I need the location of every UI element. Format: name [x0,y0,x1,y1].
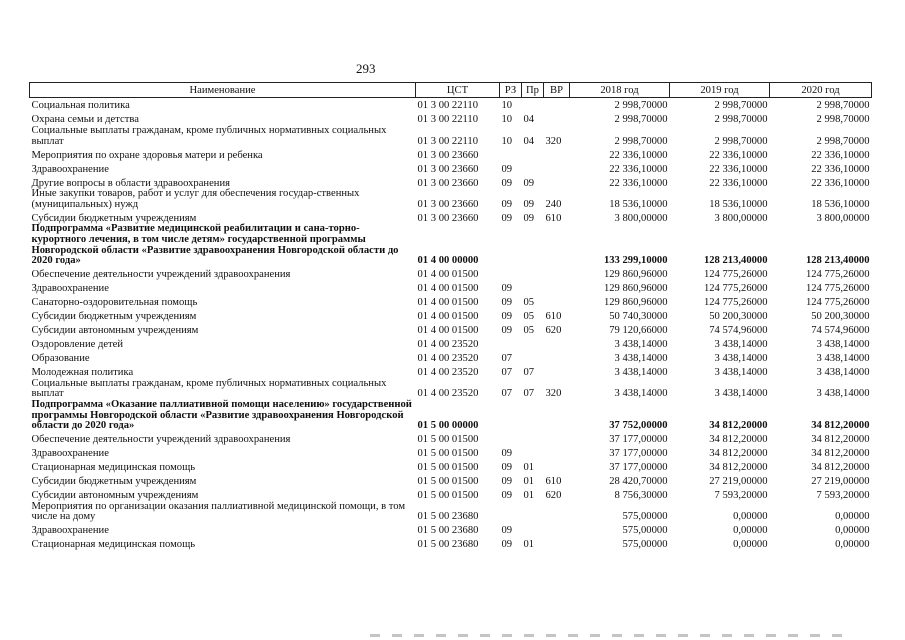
cell-2019: 34 812,20000 [709,434,768,446]
table-row [30,147,872,161]
cell-2019: 128 213,40000 [703,255,768,267]
cell-pr [522,281,544,295]
cell-2018: 50 740,30000 [609,311,668,323]
cell-2020: 22 336,10000 [811,149,870,161]
cell-cst: 01 5 00 01500 [417,476,479,488]
cell-2018: 3 438,14000 [614,388,668,400]
table-row [30,309,872,323]
cell-2019: 3 438,14000 [714,388,768,400]
cell-rz [500,432,522,446]
cell-name: Социальная политика [31,100,130,112]
cell-2018: 37 177,00000 [609,434,668,446]
cell-pr [522,161,544,175]
table-row [30,460,872,474]
cell-vr: 320 [545,135,562,147]
cell-name: Санаторно-оздоровительная помощь [31,297,198,309]
cell-pr [522,147,544,161]
cell-2018: 575,00000 [622,511,668,523]
cell-2020: 2 998,70000 [816,100,870,112]
cell-2018: 2 998,70000 [614,114,668,126]
cell-rz: 09 [501,476,513,488]
cell-rz: 09 [501,198,513,210]
cell-2018: 575,00000 [622,539,668,551]
table-row [30,224,872,266]
cell-2018: 22 336,10000 [609,177,668,189]
cell-pr: 05 [523,297,535,309]
table-row [30,523,872,537]
cell-2019: 124 775,26000 [703,297,768,309]
cell-name: Субсидии автономным учреждениям [31,325,199,337]
cell-cst: 01 3 00 22110 [417,100,479,112]
cell-name: Субсидии бюджетным учреждениям [31,311,197,323]
cell-rz: 07 [501,367,513,379]
table-row [30,537,872,551]
cell-rz: 07 [501,353,513,365]
cell-rz: 10 [501,100,513,112]
cell-2018: 575,00000 [622,525,668,537]
cell-2020: 34 812,20000 [811,434,870,446]
cell-2020: 3 438,14000 [816,367,870,379]
cell-2018: 3 438,14000 [614,367,668,379]
cell-rz: 09 [501,297,513,309]
cell-2019: 3 438,14000 [714,353,768,365]
cell-cst: 01 5 00 23680 [417,539,479,551]
cell-2020: 124 775,26000 [805,297,870,309]
cell-vr [544,161,570,175]
cell-pr: 05 [523,311,535,323]
cell-rz: 09 [501,163,513,175]
header-vr: ВР [544,83,570,98]
cell-2019: 27 219,00000 [709,476,768,488]
cell-cst: 01 4 00 23520 [417,388,479,400]
cell-name: Обеспечение деятельности учреждений здравоохранения [31,269,291,281]
table-row [30,337,872,351]
cell-pr [522,267,544,281]
cell-pr: 09 [523,198,535,210]
cell-cst: 01 3 00 23660 [417,163,479,175]
table-body [30,98,872,551]
cell-cst: 01 4 00 01500 [417,283,479,295]
cell-2020: 34 812,20000 [811,462,870,474]
cell-cst: 01 5 00 01500 [417,490,479,502]
cell-pr [522,400,544,432]
cell-2018: 22 336,10000 [609,163,668,175]
cell-2018: 18 536,10000 [609,198,668,210]
cell-vr [544,400,570,432]
cell-rz [500,502,522,523]
cell-name: Охрана семьи и детства [31,114,139,126]
cell-cst: 01 5 00 01500 [417,462,479,474]
cell-vr: 610 [545,476,562,488]
cell-name: Социальные выплаты гражданам, кроме публичных нормативных социальных выплат [31,125,387,147]
cell-2019: 124 775,26000 [703,283,768,295]
cell-rz: 09 [501,212,513,224]
cell-vr: 620 [545,325,562,337]
cell-rz [500,224,522,266]
cell-vr: 620 [545,490,562,502]
cell-cst: 01 5 00 01500 [417,448,479,460]
cell-pr [522,224,544,266]
table-row [30,400,872,432]
cell-pr: 09 [523,177,535,189]
cell-rz [500,400,522,432]
cell-rz: 09 [501,539,513,551]
cell-vr [544,267,570,281]
cell-pr: 01 [523,539,535,551]
cell-2020: 34 812,20000 [811,448,870,460]
cell-2019: 2 998,70000 [714,114,768,126]
cell-2018: 129 860,96000 [603,269,668,281]
cell-2020: 124 775,26000 [805,283,870,295]
cell-pr [522,351,544,365]
cell-cst: 01 3 00 22110 [417,135,479,147]
cell-2019: 7 593,20000 [714,490,768,502]
table-row [30,432,872,446]
cell-rz: 09 [501,462,513,474]
table-row [30,502,872,523]
cell-name: Мероприятия по охране здоровья матери и ребенка [31,149,263,161]
table-row [30,210,872,224]
cell-pr: 04 [523,135,535,147]
cell-2018: 129 860,96000 [603,283,668,295]
cell-rz: 09 [501,490,513,502]
cell-vr [544,295,570,309]
cell-2020: 3 438,14000 [816,339,870,351]
budget-table [29,82,872,551]
cell-2019: 3 438,14000 [714,367,768,379]
cell-2019: 0,00000 [733,525,768,537]
cell-vr [544,175,570,189]
cell-name: Здравоохранение [31,163,109,175]
cell-2019: 0,00000 [733,539,768,551]
cell-name: Подпрограмма «Развитие медицинской реабилитации и сана-торно-курортного лечения, в том числе детям» государственной программы Новгородской области «Развитие здравоохранения Новгородской области до 2020 года» [31,223,399,267]
cell-name: Молодежная политика [31,367,134,379]
table-row [30,379,872,400]
header-2018: 2018 год [570,83,670,98]
cell-2020: 18 536,10000 [811,198,870,210]
cell-cst: 01 3 00 23660 [417,198,479,210]
cell-2018: 28 420,70000 [609,476,668,488]
cell-cst: 01 4 00 23520 [417,353,479,365]
cell-rz: 09 [501,177,513,189]
cell-name: Здравоохранение [31,525,109,537]
cell-pr: 07 [523,367,535,379]
cell-vr [544,351,570,365]
cell-rz: 09 [501,448,513,460]
cell-pr: 04 [523,114,535,126]
table-row [30,112,872,126]
cell-2020: 3 800,00000 [816,212,870,224]
cell-2019: 124 775,26000 [703,269,768,281]
table-row [30,351,872,365]
cell-vr [544,537,570,551]
table-row [30,98,872,113]
cell-pr [522,502,544,523]
cell-vr [544,98,570,113]
cell-cst: 01 5 00 23680 [417,525,479,537]
cell-2019: 3 438,14000 [714,339,768,351]
cell-pr: 01 [523,462,535,474]
cell-pr: 07 [523,388,535,400]
cell-vr [544,224,570,266]
cell-rz: 10 [501,135,513,147]
cell-name: Стационарная медицинская помощь [31,462,196,474]
cell-name: Оздоровление детей [31,339,124,351]
cell-cst: 01 4 00 23520 [417,367,479,379]
cell-rz: 07 [501,388,513,400]
table-row [30,189,872,210]
cell-2018: 37 177,00000 [609,462,668,474]
header-cst: ЦСТ [416,83,500,98]
cell-vr [544,432,570,446]
cell-2019: 34 812,20000 [709,420,768,432]
cell-2020: 0,00000 [835,539,870,551]
cell-vr [544,365,570,379]
cell-pr: 05 [523,325,535,337]
cell-2020: 0,00000 [835,511,870,523]
cell-2019: 18 536,10000 [709,198,768,210]
cell-2020: 74 574,96000 [811,325,870,337]
cell-2018: 3 438,14000 [614,353,668,365]
table-row [30,446,872,460]
cell-2018: 3 800,00000 [614,212,668,224]
cell-vr [544,523,570,537]
cell-pr [522,432,544,446]
table-row [30,365,872,379]
cell-2020: 128 213,40000 [805,255,870,267]
cell-2019: 34 812,20000 [709,448,768,460]
cell-2018: 3 438,14000 [614,339,668,351]
cell-2018: 37 752,00000 [609,420,668,432]
cell-name: Стационарная медицинская помощь [31,539,196,551]
scan-artifact [370,634,850,637]
header-2019: 2019 год [670,83,770,98]
cell-rz: 09 [501,311,513,323]
cell-vr [544,460,570,474]
cell-name: Образование [31,353,90,365]
cell-2018: 37 177,00000 [609,448,668,460]
cell-2020: 124 775,26000 [805,269,870,281]
cell-2019: 34 812,20000 [709,462,768,474]
cell-2020: 7 593,20000 [816,490,870,502]
header-rz: РЗ [500,83,522,98]
header-2020: 2020 год [770,83,872,98]
cell-2019: 22 336,10000 [709,177,768,189]
cell-vr: 610 [545,311,562,323]
cell-vr [544,281,570,295]
cell-2018: 133 299,10000 [603,255,668,267]
cell-rz: 10 [501,114,513,126]
cell-name: Иные закупки товаров, работ и услуг для обеспечения государ-ственных (муниципальных) нужд [31,188,360,210]
cell-2018: 79 120,66000 [609,325,668,337]
cell-2020: 34 812,20000 [811,420,870,432]
cell-cst: 01 3 00 23660 [417,149,479,161]
cell-cst: 01 4 00 01500 [417,311,479,323]
cell-2019: 22 336,10000 [709,149,768,161]
table-row [30,323,872,337]
cell-cst: 01 5 00 23680 [417,511,479,523]
cell-rz [500,147,522,161]
table-row [30,126,872,147]
cell-pr: 01 [523,490,535,502]
cell-2020: 2 998,70000 [816,114,870,126]
cell-name: Мероприятия по организации оказания паллиативной медицинской помощи, в том числе на дому [31,500,406,523]
cell-2019: 22 336,10000 [709,163,768,175]
cell-2020: 22 336,10000 [811,177,870,189]
cell-name: Субсидии автономным учреждениям [31,490,199,502]
table-row [30,295,872,309]
cell-2018: 2 998,70000 [614,100,668,112]
table-header-row [30,83,872,98]
cell-pr [522,446,544,460]
cell-name: Здравоохранение [31,448,109,460]
cell-rz: 09 [501,283,513,295]
cell-name: Социальные выплаты гражданам, кроме публичных нормативных социальных выплат [31,377,387,400]
cell-2020: 22 336,10000 [811,163,870,175]
table-row [30,474,872,488]
cell-rz: 09 [501,525,513,537]
cell-2019: 50 200,30000 [709,311,768,323]
cell-2019: 74 574,96000 [709,325,768,337]
cell-2020: 3 438,14000 [816,388,870,400]
cell-cst: 01 4 00 00000 [417,255,479,267]
header-pr: Пр [522,83,544,98]
cell-name: Субсидии бюджетным учреждениям [31,476,197,488]
cell-vr: 610 [545,212,562,224]
cell-2018: 8 756,30000 [614,490,668,502]
cell-vr: 320 [545,388,562,400]
cell-rz: 09 [501,325,513,337]
table-row [30,267,872,281]
cell-2020: 50 200,30000 [811,311,870,323]
cell-2019: 2 998,70000 [714,100,768,112]
table-row [30,175,872,189]
cell-cst: 01 5 00 00000 [417,420,479,432]
cell-2018: 2 998,70000 [614,135,668,147]
cell-pr [522,98,544,113]
cell-2020: 3 438,14000 [816,353,870,365]
cell-cst: 01 4 00 01500 [417,297,479,309]
cell-name: Здравоохранение [31,283,109,295]
cell-vr [544,112,570,126]
cell-2019: 3 800,00000 [714,212,768,224]
cell-cst: 01 3 00 22110 [417,114,479,126]
header-name: Наименование [30,83,416,98]
cell-vr [544,337,570,351]
cell-pr: 01 [523,476,535,488]
table-row [30,281,872,295]
cell-2019: 2 998,70000 [714,135,768,147]
table-row [30,488,872,502]
cell-pr [522,337,544,351]
cell-cst: 01 4 00 01500 [417,269,479,281]
cell-name: Обеспечение деятельности учреждений здравоохранения [31,434,291,446]
cell-rz [500,267,522,281]
cell-2020: 27 219,00000 [811,476,870,488]
cell-vr: 240 [545,198,562,210]
cell-name: Подпрограмма «Оказание паллиативной помощи населению» государственной программы Новгородской области «Развитие здравоохранения Новгородской области до 2020 года» [31,398,412,432]
cell-cst: 01 3 00 23660 [417,177,479,189]
cell-vr [544,446,570,460]
page-number: 293 [356,61,376,76]
cell-pr: 09 [523,212,535,224]
cell-2018: 22 336,10000 [609,149,668,161]
table-row [30,161,872,175]
cell-cst: 01 4 00 23520 [417,339,479,351]
cell-rz [500,337,522,351]
cell-vr [544,147,570,161]
cell-vr [544,502,570,523]
cell-pr [522,523,544,537]
cell-2020: 2 998,70000 [816,135,870,147]
cell-cst: 01 5 00 01500 [417,434,479,446]
cell-2019: 0,00000 [733,511,768,523]
cell-cst: 01 3 00 23660 [417,212,479,224]
cell-2020: 0,00000 [835,525,870,537]
cell-name: Другие вопросы в области здравоохранения [31,177,230,189]
cell-2018: 129 860,96000 [603,297,668,309]
cell-cst: 01 4 00 01500 [417,325,479,337]
cell-name: Субсидии бюджетным учреждениям [31,212,197,224]
